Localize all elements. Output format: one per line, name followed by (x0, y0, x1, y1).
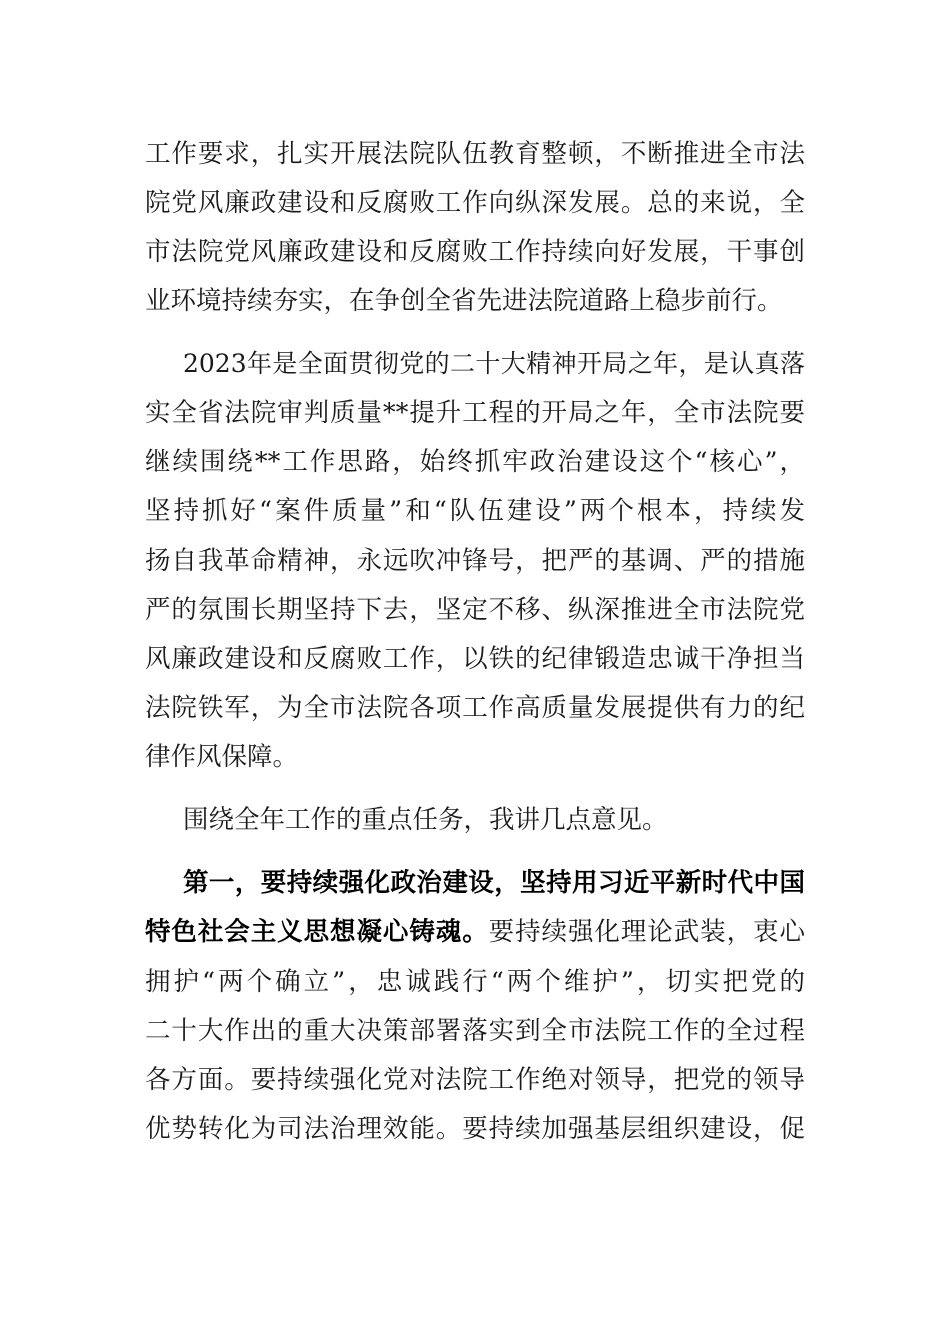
paragraph-2-line-1: 2023年是全面贯彻党的二十大精神开局之年，是认真落 (183, 349, 805, 378)
paragraph-4-line-2 (145, 912, 805, 952)
paragraph-1-line-1: 工作要求，扎实开展法院队伍教育整顿，不断推进全市法 (145, 139, 805, 169)
paragraph-2-line-4: 坚持抓好“案件质量”和“队伍建设”两个根本，持续发 (145, 496, 805, 526)
paragraph-2-line-2: 实全省法院审判质量**提升工程的开局之年，全市法院要 (145, 398, 805, 428)
paragraph-2-line-9: 律作风保障。 (145, 742, 299, 772)
paragraph-1-line-2: 院党风廉政建设和反腐败工作向纵深发展。总的来说，全 (145, 188, 805, 218)
paragraph-2-line-8: 法院铁军，为全市法院各项工作高质量发展提供有力的纪 (145, 693, 805, 723)
paragraph-1-line-4: 业环境持续夯实，在争创全省先进法院道路上稳步前行。 (145, 286, 783, 316)
paragraph-2-line-3: 继续围绕**工作思路，始终抓牢政治建设这个“核心”， (145, 447, 805, 477)
paragraph-4-line-5: 各方面。要持续强化党对法院工作绝对领导，把党的领导 (145, 1065, 805, 1095)
paragraph-4-heading-line-1: 第一，要持续强化政治建设，坚持用习近平新时代中国 (183, 868, 805, 898)
paragraph-2-line-7: 风廉政建设和反腐败工作，以铁的纪律锻造忠诚干净担当 (145, 644, 805, 674)
paragraph-3-line-1: 围绕全年工作的重点任务，我讲几点意见。 (183, 805, 668, 835)
paragraph-1-line-3: 市法院党风廉政建设和反腐败工作持续向好发展，干事创 (145, 237, 805, 267)
paragraph-2-line-5: 扬自我革命精神，永远吹冲锋号，把严的基调、严的措施 (145, 546, 805, 576)
paragraph-4-line-6: 优势转化为司法治理效能。要持续加强基层组织建设，促 (145, 1114, 805, 1144)
paragraph-4-line-4: 二十大作出的重大决策部署落实到全市法院工作的全过程 (145, 1016, 805, 1046)
paragraph-4-heading-line-2: 特色社会主义思想凝心铸魂。 (145, 917, 489, 947)
paragraph-4-line-2-text: 要持续强化理论武装，衷心 (488, 917, 805, 947)
paragraph-2-line-6: 严的氛围长期坚持下去，坚定不移、纵深推进全市法院党 (145, 595, 805, 625)
paragraph-4-line-3: 拥护“两个确立”，忠诚践行“两个维护”，切实把党的 (145, 967, 805, 997)
